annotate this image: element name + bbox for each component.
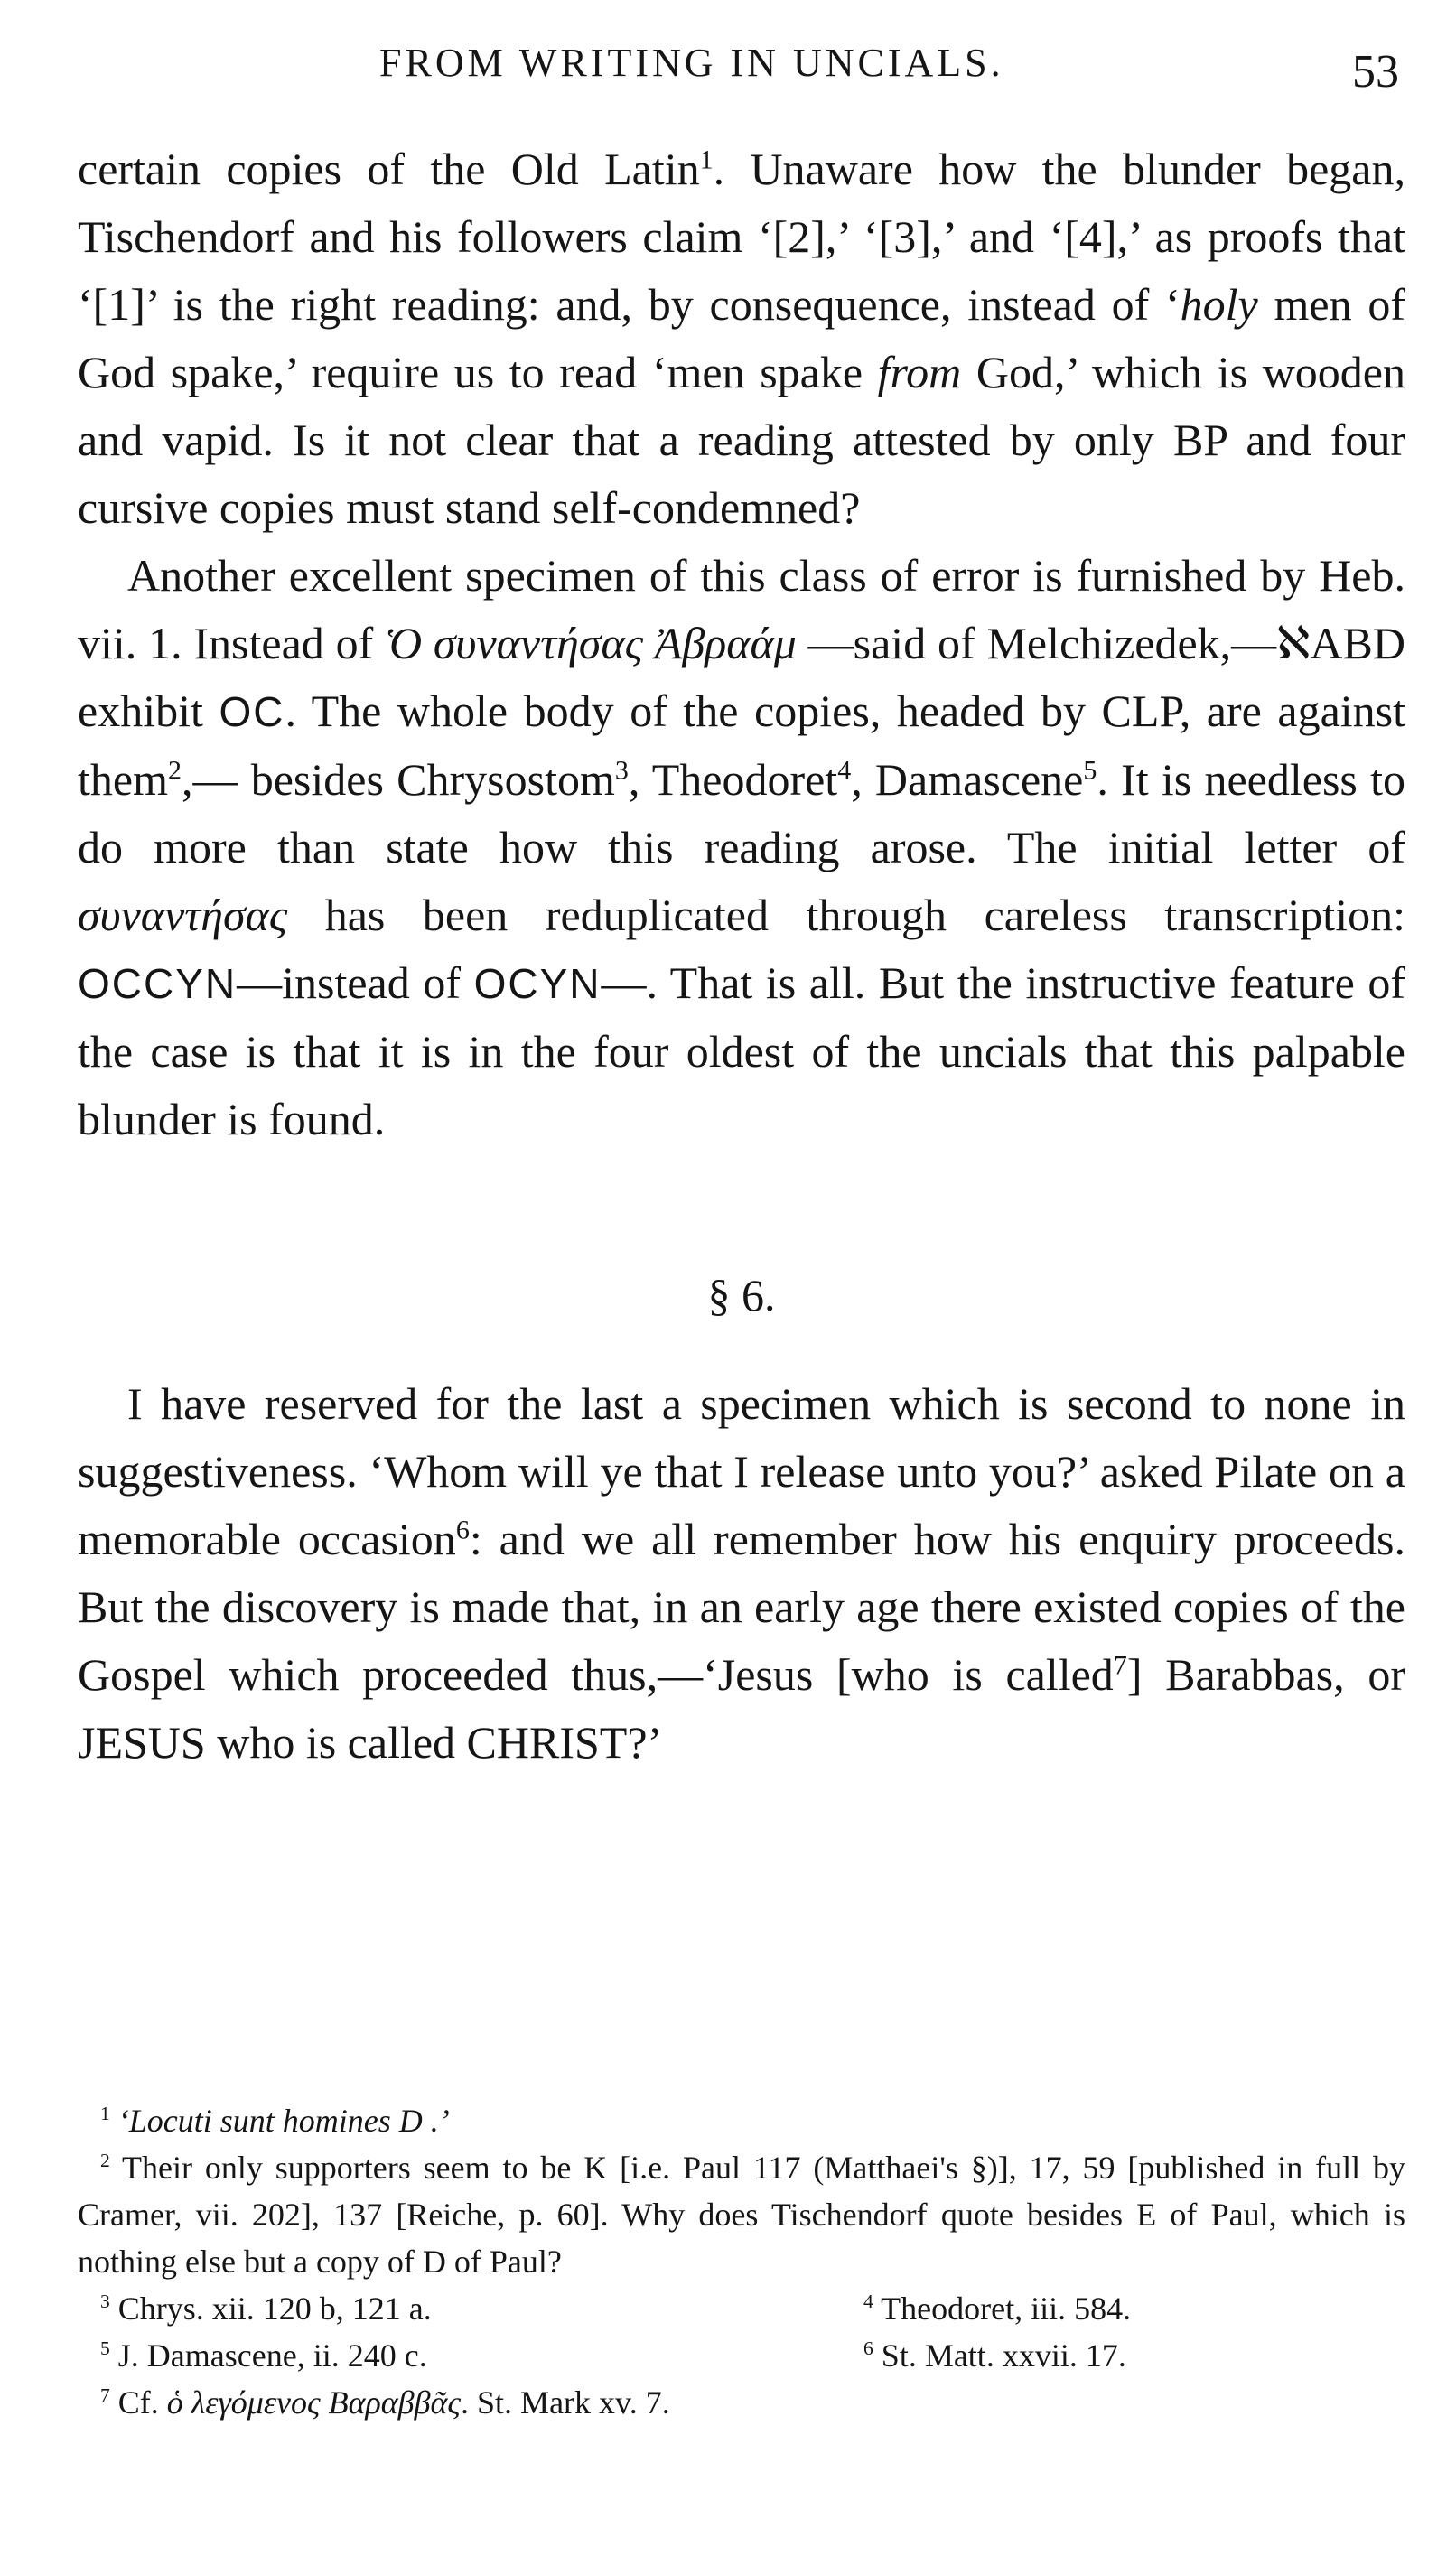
uncial-ocyn: OCYN [473, 960, 602, 1007]
footnote-1 [78, 2097, 1405, 2144]
paragraph-1 [78, 135, 1405, 542]
greek-quote: Ὁ συναντήσας Ἀβραάμ [385, 618, 797, 668]
paragraph-3 [78, 1370, 1405, 1777]
footnote-3 [78, 2285, 854, 2332]
footnote-text: J. Damascene, ii. 240 c. [117, 2337, 427, 2374]
footnote-2 [78, 2144, 1405, 2285]
text-run: certain copies of the Old Latin [78, 144, 700, 194]
text-run: . It is needless to do more than state how this reading arose. The initial letter of [78, 754, 1405, 872]
paragraph-2 [78, 542, 1405, 1153]
footnote-row [78, 2332, 1405, 2379]
footnotes [78, 2097, 1405, 2426]
footnote-ref: 3 [614, 755, 629, 786]
footnote-6 [863, 2332, 1405, 2379]
uncial-oc: OC [219, 688, 285, 735]
footnote-mark: 7 [100, 2384, 110, 2406]
footnote-mark: 3 [100, 2290, 110, 2312]
greek-quote: ὁ λεγόμενος Βαραββᾶς [166, 2384, 462, 2421]
footnote-5 [78, 2332, 854, 2379]
footnote-text: Their only supporters seem to be K [i.e. Paul 117 (Matthaei's §)], 17, 59 [published in full by Cramer, vii. 202], 137 [Reiche, p. 60]. Why does Tischendorf quote besides E of Paul, which is nothing else but a copy of D of Paul? [78, 2150, 1406, 2280]
text-run: —. That is all. But the instructive feature of the case is that it is in the four oldest of the uncials that this palpable blunder is found. [78, 957, 1405, 1144]
footnote-ref: 1 [699, 145, 714, 175]
running-head [0, 40, 1456, 98]
text-run: ] Barabbas, or JESUS who is called CHRIST?’ [78, 1649, 1405, 1768]
text-run: men of God spake,’ require us to read ‘men spake [78, 279, 1405, 397]
text-run: has been reduplicated through careless transcription: [287, 890, 1405, 940]
text-run: : and we all remember how his enquiry proceeds. But the discovery is made that, in an early age there existed copies of the Gospel which proceeded thus,—‘Jesus [who is called [78, 1514, 1405, 1700]
text-run: I have reserved for the last a specimen which is second to none in suggestiveness. ‘Whom will ye that I release unto you?’ asked Pilate on a memorable occasion [78, 1378, 1405, 1564]
text-run: ,— besides Chrysostom [181, 754, 615, 805]
greek-word: συναντήσας [78, 890, 288, 940]
footnote-text: Cf. [117, 2384, 167, 2421]
text-run: —instead of [237, 957, 474, 1008]
footnote-text: Theodoret, iii. 584. [881, 2290, 1132, 2327]
footnote-row [78, 2285, 1405, 2332]
footnote-ref: 2 [167, 755, 182, 786]
section-heading: § 6. [707, 1270, 776, 1320]
page-number: 53 [1352, 46, 1399, 98]
footnote-mark: 4 [863, 2290, 873, 2312]
text-run: Another excellent specimen of this class of error is furnished by Heb. vii. 1. Instead of [78, 550, 1405, 668]
footnote-4 [863, 2285, 1405, 2332]
emphasis-from: from [877, 347, 962, 397]
footnote-text: ‘Locuti sunt homines D .’ [117, 2103, 450, 2139]
footnote-text: Chrys. xii. 120 b, 121 a. [117, 2290, 432, 2327]
text-run: . The whole body of the copies, headed by CLP, are against them [78, 686, 1405, 805]
text-run: . Unaware how the blunder began, Tischendorf and his followers claim ‘[2],’ ‘[3],’ and ‘[4],’ as proofs that ‘[1]’ is the right reading: and, by consequence, instead of ‘ [78, 144, 1405, 330]
text-run: , Damascene [851, 754, 1084, 805]
footnote-mark: 2 [100, 2150, 110, 2171]
body-text [78, 135, 1405, 1777]
footnote-mark: 6 [863, 2337, 873, 2359]
footnote-7 [78, 2379, 1405, 2426]
footnote-ref: 4 [837, 755, 852, 786]
footnote-ref: 5 [1083, 755, 1097, 786]
footnote-text: . St. Mark xv. 7. [461, 2384, 670, 2421]
footnote-ref: 6 [455, 1515, 470, 1545]
emphasis-holy: holy [1180, 279, 1258, 330]
running-title: FROM WRITING IN UNCIALS. [379, 41, 1004, 85]
footnote-text: St. Matt. xxvii. 17. [881, 2337, 1126, 2374]
footnote-mark: 1 [100, 2103, 110, 2124]
text-run: —said of Melchizedek,—ℵABD exhibit [78, 618, 1405, 736]
footnote-ref: 7 [1113, 1650, 1127, 1681]
uncial-occyn: OCCYN [78, 960, 238, 1007]
text-run: , Theodoret [628, 754, 838, 805]
text-run: God,’ which is wooden and vapid. Is it not clear that a reading attested by only BP and four cursive copies must stand self-condemned? [78, 347, 1405, 533]
footnote-mark: 5 [100, 2337, 110, 2359]
